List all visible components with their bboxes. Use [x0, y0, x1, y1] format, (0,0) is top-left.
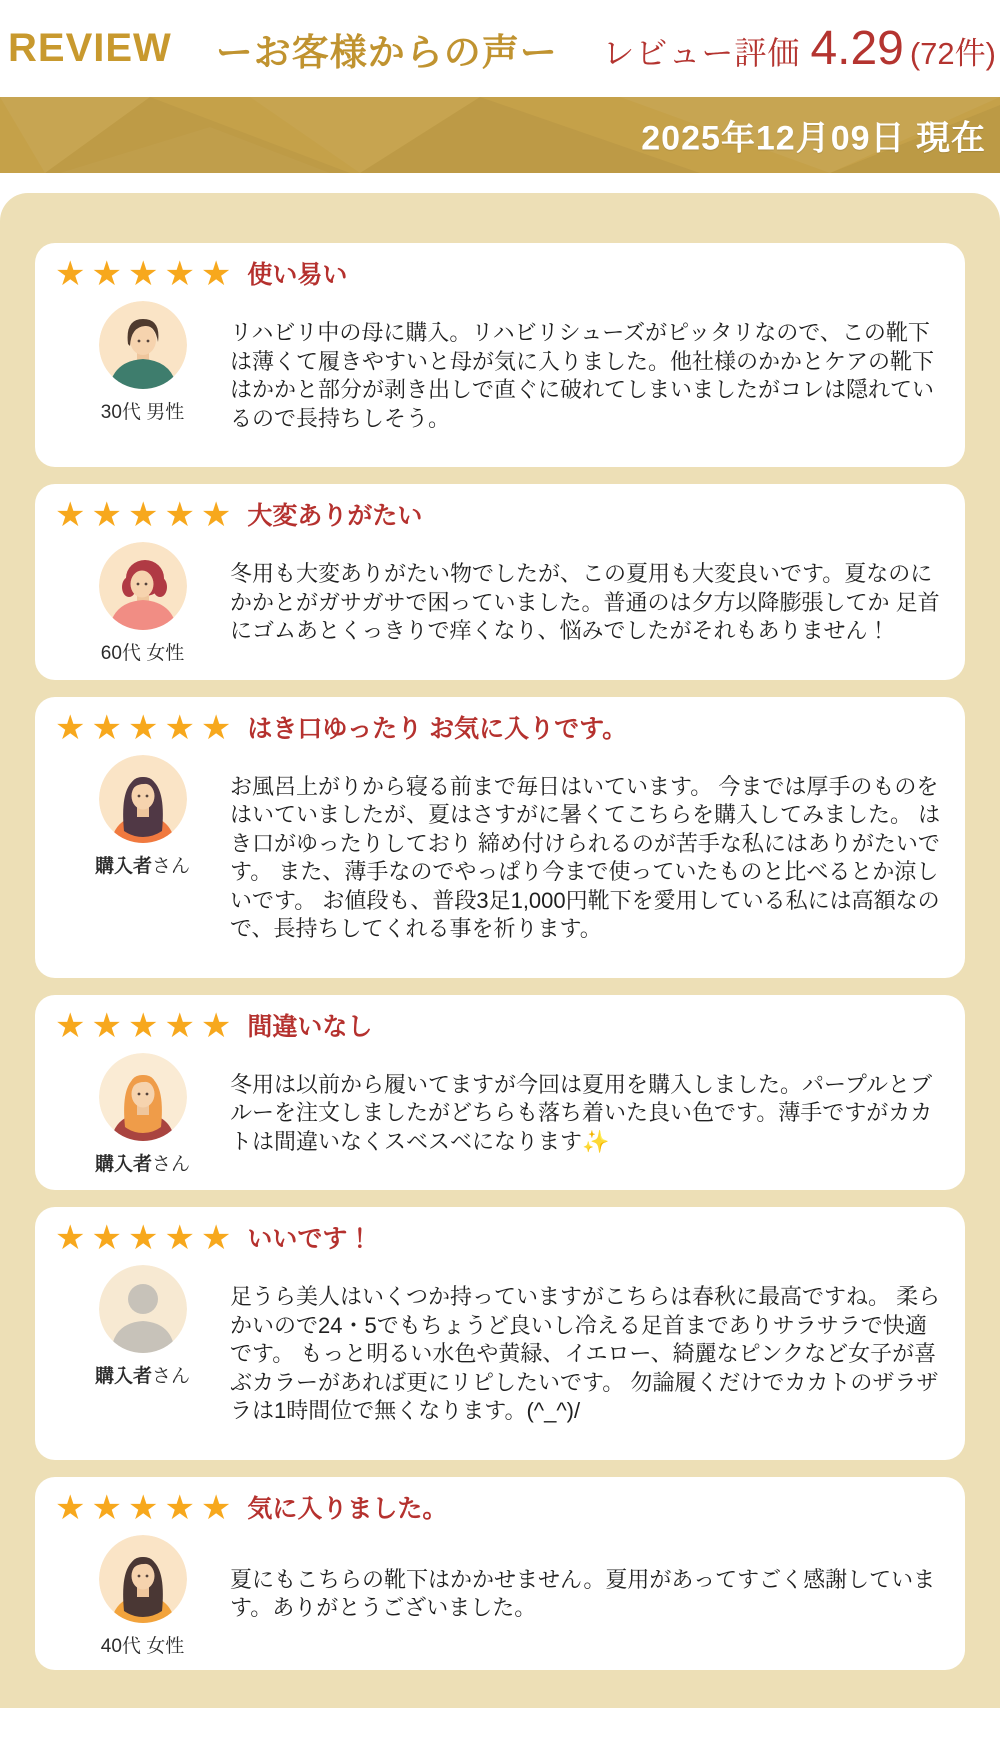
avatar-generic-user-icon — [99, 1265, 187, 1353]
reviewer-column — [55, 538, 230, 665]
rating-count: (72件) — [909, 36, 996, 71]
reviewer-column — [55, 751, 230, 878]
review-body-row — [55, 1261, 945, 1448]
reviewer-column — [55, 297, 230, 424]
review-title: 大変ありがたい — [247, 502, 423, 530]
review-heading-jp: ーお客様からの声ー — [215, 31, 558, 73]
review-title: いいです！ — [247, 1225, 373, 1253]
review-header-row — [55, 255, 945, 293]
reviewer-label: 購入者さん — [94, 1153, 191, 1175]
rating-value: 4.29 — [810, 22, 904, 75]
review-header-row — [55, 1007, 945, 1045]
review-card — [35, 995, 965, 1191]
review-body-row — [55, 751, 945, 966]
reviewer-column — [55, 1049, 230, 1176]
review-header-row — [55, 496, 945, 534]
star-rating-icons: ★★★★★ — [55, 496, 238, 534]
review-text: お風呂上がりから寝る前まで毎日はいています。 今までは厚手のものをはいていましたが、夏はさすがに暑くてこちらを購入してみました。 はき口がゆったりしており 締め付けられるのが苦手な私にはありがたいです。 また、薄手なのでやっぱり今まで使っていたものと比べるとか涼しいです。 お値段も、普段3足1,000円靴下を愛用している私には高額なので、長持ちしてくれる事を祈ります。 — [230, 773, 941, 941]
avatar-female-orangehair-icon — [99, 1053, 187, 1141]
review-title: 間違いなし — [247, 1012, 373, 1041]
star-rating-icons: ★★★★★ — [55, 255, 238, 293]
review-text: リハビリ中の母に購入。リハビリシューズがピッタリなので、この靴下は薄くて履きやすいと母が気に入りました。他社様のかかとケアの靴下はかかと部分が剥き出しで直ぐに破れてしまいましたがコレは隠れているので長持ちしそう。 — [230, 320, 935, 431]
reviews-panel — [0, 193, 1000, 1708]
review-header-row — [55, 1489, 945, 1527]
review-body-row — [55, 297, 945, 455]
star-rating-icons: ★★★★★ — [55, 708, 238, 747]
avatar-female-60s-icon — [99, 542, 187, 630]
avatar-male-30s-icon — [99, 301, 187, 389]
review-title: はき口ゆったり お気に入りです。 — [247, 714, 628, 743]
avatar-female-longhair-icon — [99, 755, 187, 843]
date-banner — [0, 97, 1000, 173]
star-rating-icons: ★★★★★ — [55, 1006, 238, 1045]
review-header-row — [55, 709, 945, 747]
rating-label: レビュー評価 — [602, 35, 801, 71]
star-rating-icons: ★★★★★ — [55, 1488, 238, 1527]
reviewer-label: 購入者さん — [94, 855, 191, 877]
review-card — [35, 697, 965, 978]
review-heading-en: REVIEW — [8, 26, 172, 70]
reviewer-column — [55, 1531, 230, 1658]
review-card — [35, 243, 965, 467]
review-title: 気に入りました。 — [247, 1494, 448, 1523]
review-text: 足うら美人はいくつか持っていますがこちらは春秋に最高ですね。 柔らかいので24・5でもちょうど良いし冷える足首までありサラサラで快適です。 もっと明るい水色や黄緑、イエロー、綺麗なピンクなど女子が喜ぶカラーがあれば更にリピしたいです。 勿論履くだけでカカトのザラザラは1時間位で無くなります。(^_^)/ — [230, 1284, 941, 1423]
review-body-row — [55, 1531, 945, 1658]
review-card — [35, 484, 965, 680]
reviewer-label: 購入者さん — [94, 1366, 191, 1387]
review-title: 使い易い — [247, 261, 348, 289]
page-header — [0, 0, 1000, 97]
review-body-row — [55, 538, 945, 668]
review-card — [35, 1477, 965, 1670]
reviewer-label: 40代 女性 — [100, 1635, 185, 1657]
star-rating-icons: ★★★★★ — [55, 1219, 238, 1257]
review-text: 冬用も大変ありがたい物でしたが、この夏用も大変良いです。夏なのにかかとがガサガサで困っていました。普通のは夕方以降膨張してか 足首にゴムあとくっきりで痒くなり、悩みでしたがそれもありません！ — [230, 561, 940, 643]
review-card — [35, 1207, 965, 1460]
review-body-row — [55, 1049, 945, 1179]
review-score-summary — [602, 21, 996, 76]
reviewer-column — [55, 1261, 230, 1388]
reviewer-label: 30代 男性 — [100, 402, 185, 423]
review-header-row — [55, 1219, 945, 1257]
avatar-female-40s-icon — [99, 1535, 187, 1623]
review-text: 夏にもこちらの靴下はかかせません。夏用があってすごく感謝しています。ありがとうございました。 — [230, 1566, 936, 1620]
banner-date-label: 2025年12月09日 現在 — [641, 119, 986, 158]
review-text: 冬用は以前から履いてますが今回は夏用を購入しました。パープルとブルーを注文しましたがどちらも落ち着いた良い色です。薄手ですがカカトは間違いなくスベスベになります✨ — [230, 1071, 933, 1154]
reviewer-label: 60代 女性 — [100, 643, 185, 664]
